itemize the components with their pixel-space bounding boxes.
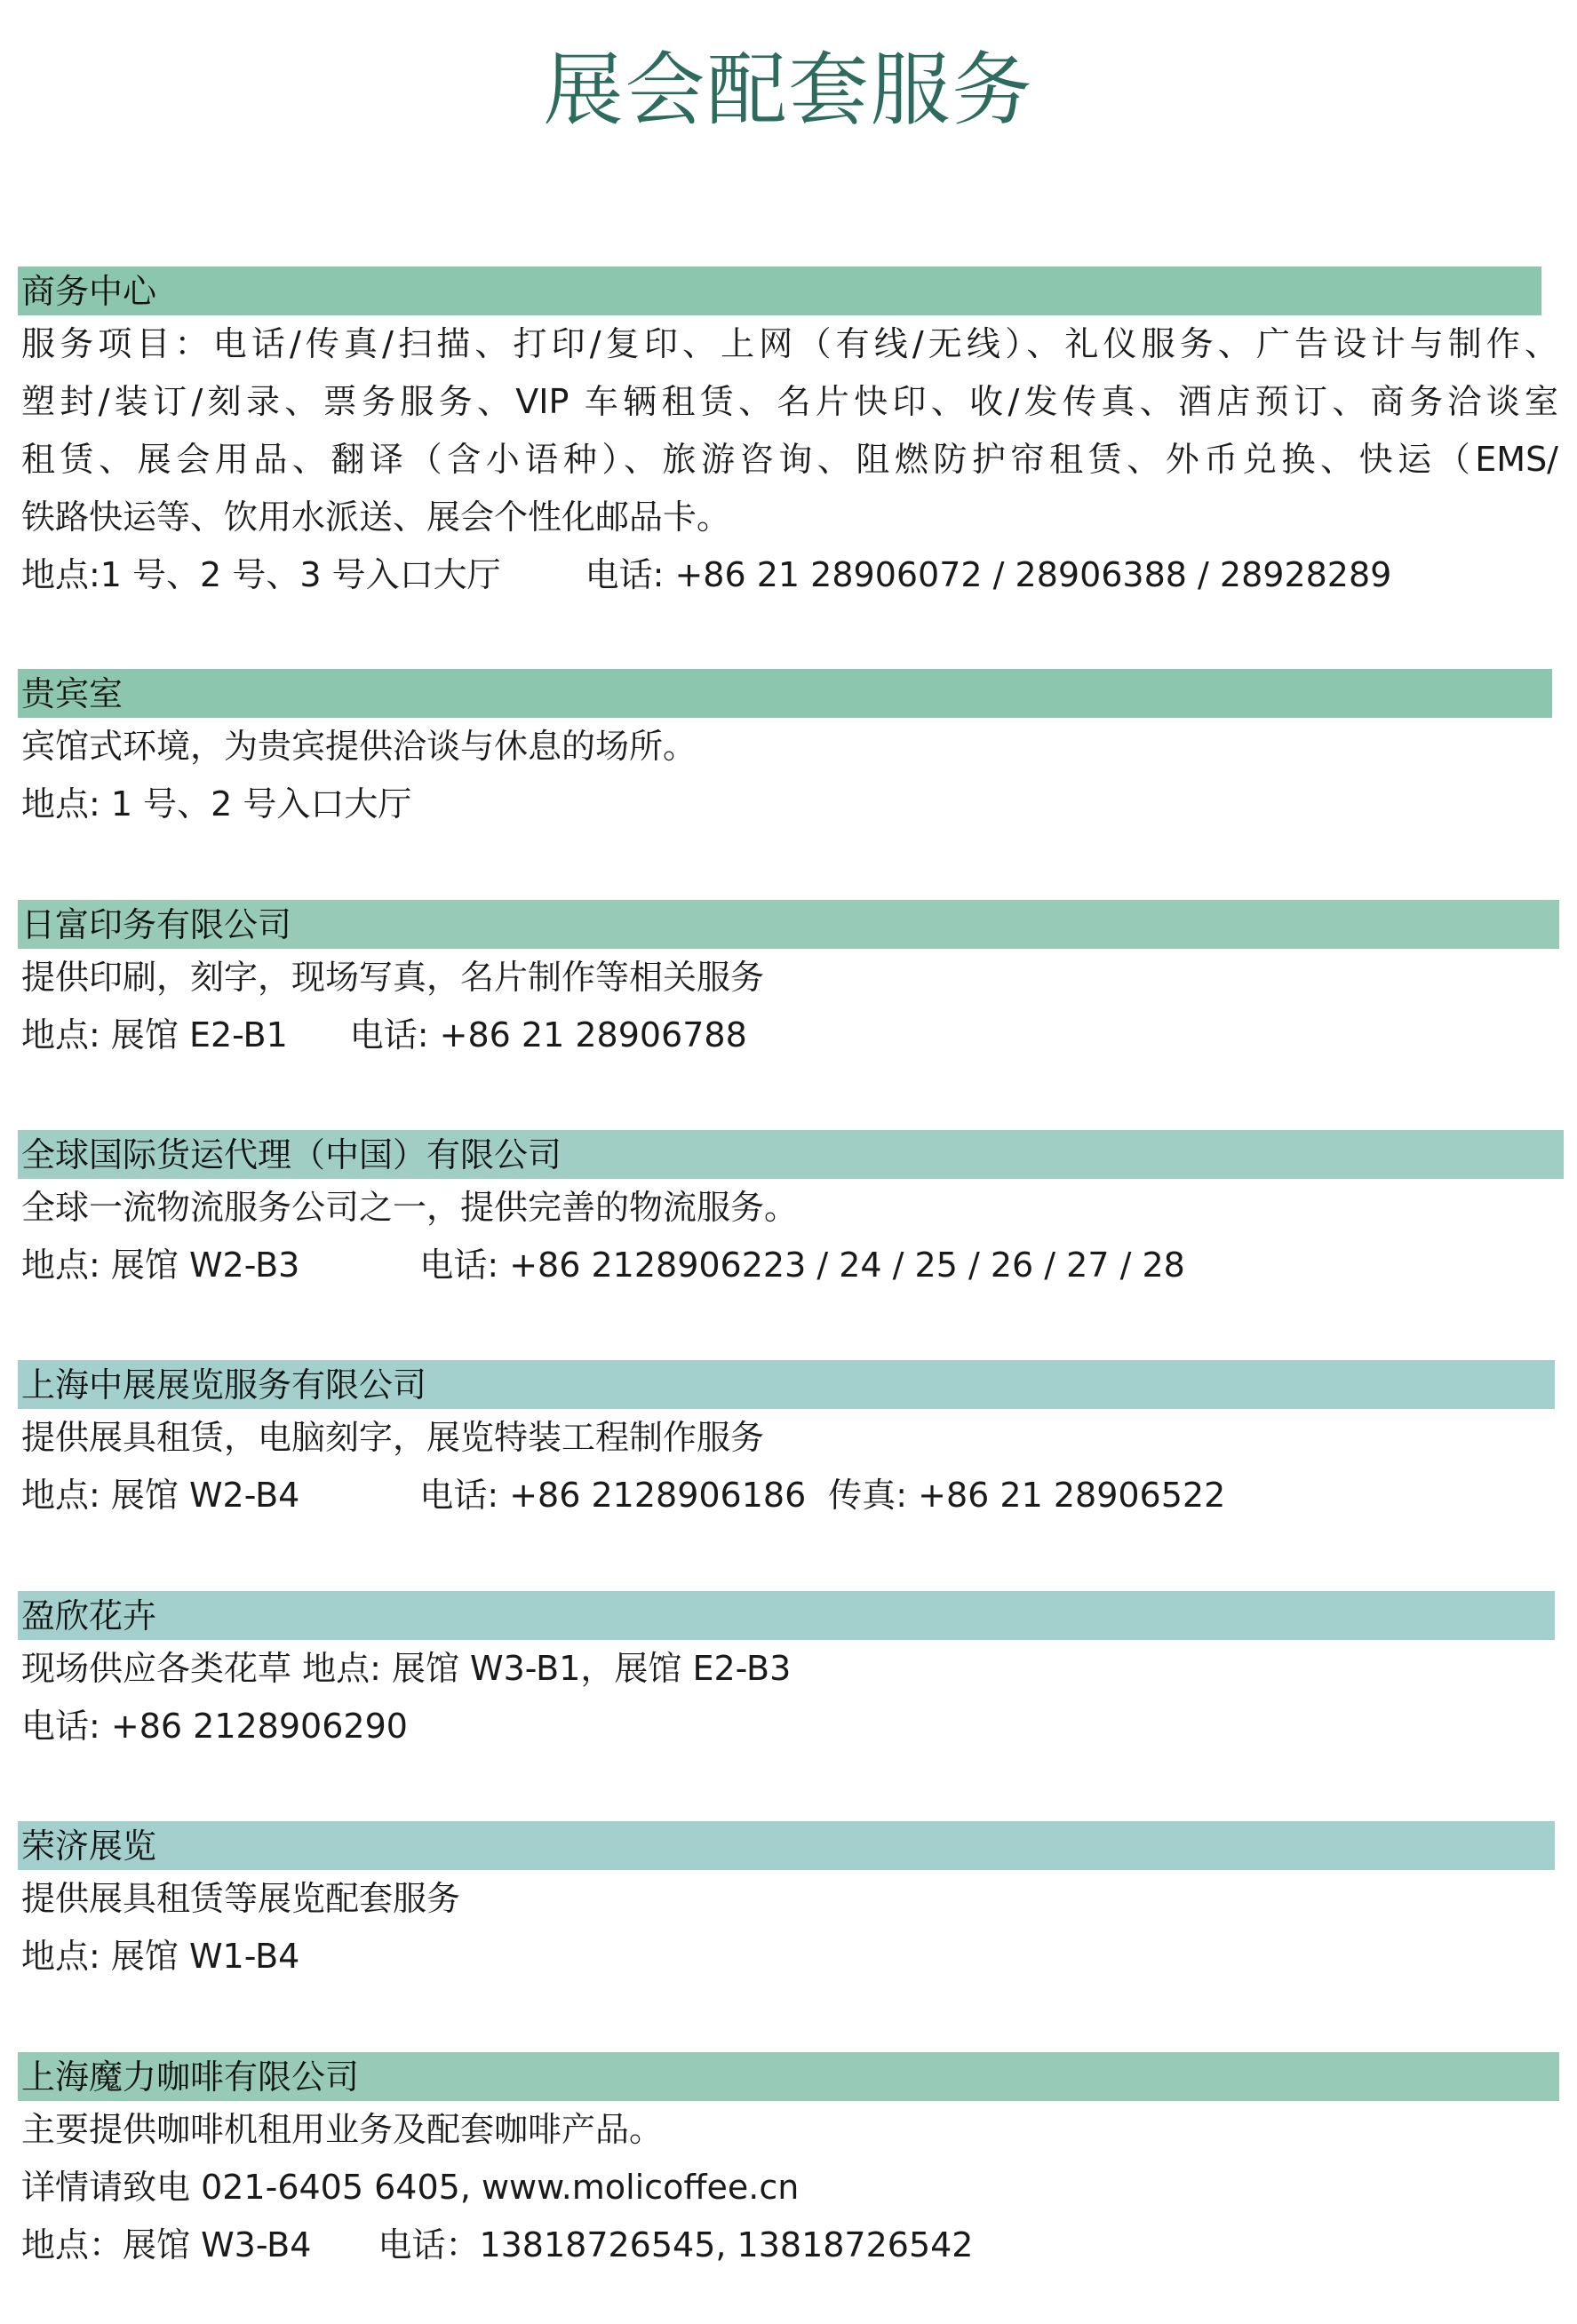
- section-global-freight: [18, 1130, 1564, 1294]
- location-line: 地点: 展馆 W1-B4: [21, 1937, 300, 1976]
- phone-text: 电话: +86 21 28906072 / 28906388 / 28928289: [585, 555, 1392, 594]
- description-line: 提供展具租赁等展览配套服务: [21, 1879, 461, 1918]
- phone-text: 电话: +86 21 28906788: [349, 1015, 747, 1055]
- section-rongji-exhibition: [18, 1821, 1555, 1986]
- description-line: 提供印刷，刻字，现场写真，名片制作等相关服务: [21, 958, 765, 997]
- phone-text: 电话：13818726545, 13818726542: [378, 2225, 974, 2264]
- contact-line: 详情请致电 021-6405 6405, www.molicoffee.cn: [21, 2168, 800, 2207]
- section-rifu-printing: [18, 900, 1559, 1064]
- page-title: 展会配套服务: [543, 44, 1034, 137]
- section-vip-room: [18, 669, 1552, 833]
- location-text: 地点: 展馆 E2-B1: [21, 1015, 288, 1055]
- description-line: 全球一流物流服务公司之一，提供完善的物流服务。: [21, 1188, 799, 1227]
- location-text: 地点: 展馆 W2-B3: [21, 1246, 300, 1285]
- section-header: 上海魔力咖啡有限公司: [18, 2052, 1559, 2101]
- description-line: 主要提供咖啡机租用业务及配套咖啡产品。: [21, 2110, 664, 2149]
- location-text: 地点：展馆 W3-B4: [21, 2225, 312, 2264]
- contact-line: [18, 2217, 1559, 2274]
- location-line: 地点: 1 号、2 号入口大厅: [21, 784, 412, 824]
- phone-text: 电话: +86 2128906186: [419, 1476, 807, 1515]
- description-line: 宾馆式环境，为贵宾提供洽谈与休息的场所。: [21, 727, 697, 766]
- fax-text: 传真: +86 21 28906522: [828, 1476, 1226, 1515]
- section-business-center: [18, 267, 1558, 604]
- service-line: 租赁、展会用品、翻译（含小语种）、旅游咨询、阻燃防护帘租赁、外币兑换、快运（EMS/: [21, 440, 1558, 479]
- section-header: 日富印务有限公司: [18, 900, 1559, 949]
- phone-line: 电话: +86 2128906290: [21, 1707, 408, 1746]
- section-header: 全球国际货运代理（中国）有限公司: [18, 1130, 1564, 1179]
- contact-line: [18, 1237, 1564, 1294]
- location-text: 地点: 展馆 W2-B4: [21, 1476, 300, 1515]
- contact-line: [18, 546, 1541, 604]
- description-line: 提供展具租赁，电脑刻字，展览特装工程制作服务: [21, 1418, 765, 1457]
- phone-text: 电话: +86 2128906223 / 24 / 25 / 26 / 27 / 28: [419, 1246, 1185, 1285]
- description-line: 现场供应各类花草 地点: 展馆 W3-B1，展馆 E2-B3: [21, 1649, 792, 1688]
- location-text: 地点:1 号、2 号、3 号入口大厅: [21, 555, 501, 594]
- section-header: 荣济展览: [18, 1821, 1555, 1870]
- section-header: 上海中展展览服务有限公司: [18, 1360, 1555, 1409]
- service-line: 服务项目：电话/传真/扫描、打印/复印、上网（有线/无线）、礼仪服务、广告设计与制作、: [21, 324, 1558, 363]
- service-line: 塑封/装订/刻录、票务服务、VIP 车辆租赁、名片快印、收/发传真、酒店预订、商务洽谈室: [21, 382, 1558, 421]
- section-header: 盈欣花卉: [18, 1591, 1555, 1640]
- section-header: 贵宾室: [18, 669, 1552, 718]
- section-header: 商务中心: [18, 267, 1541, 315]
- contact-line: [18, 1007, 1559, 1064]
- section-moli-coffee: [18, 2052, 1559, 2274]
- section-yingxin-flowers: [18, 1591, 1555, 1755]
- contact-line: [18, 1467, 1555, 1524]
- section-zhongzhan-exhibition: [18, 1360, 1555, 1524]
- service-line: 铁路快运等、饮用水派送、展会个性化邮品卡。: [21, 497, 731, 537]
